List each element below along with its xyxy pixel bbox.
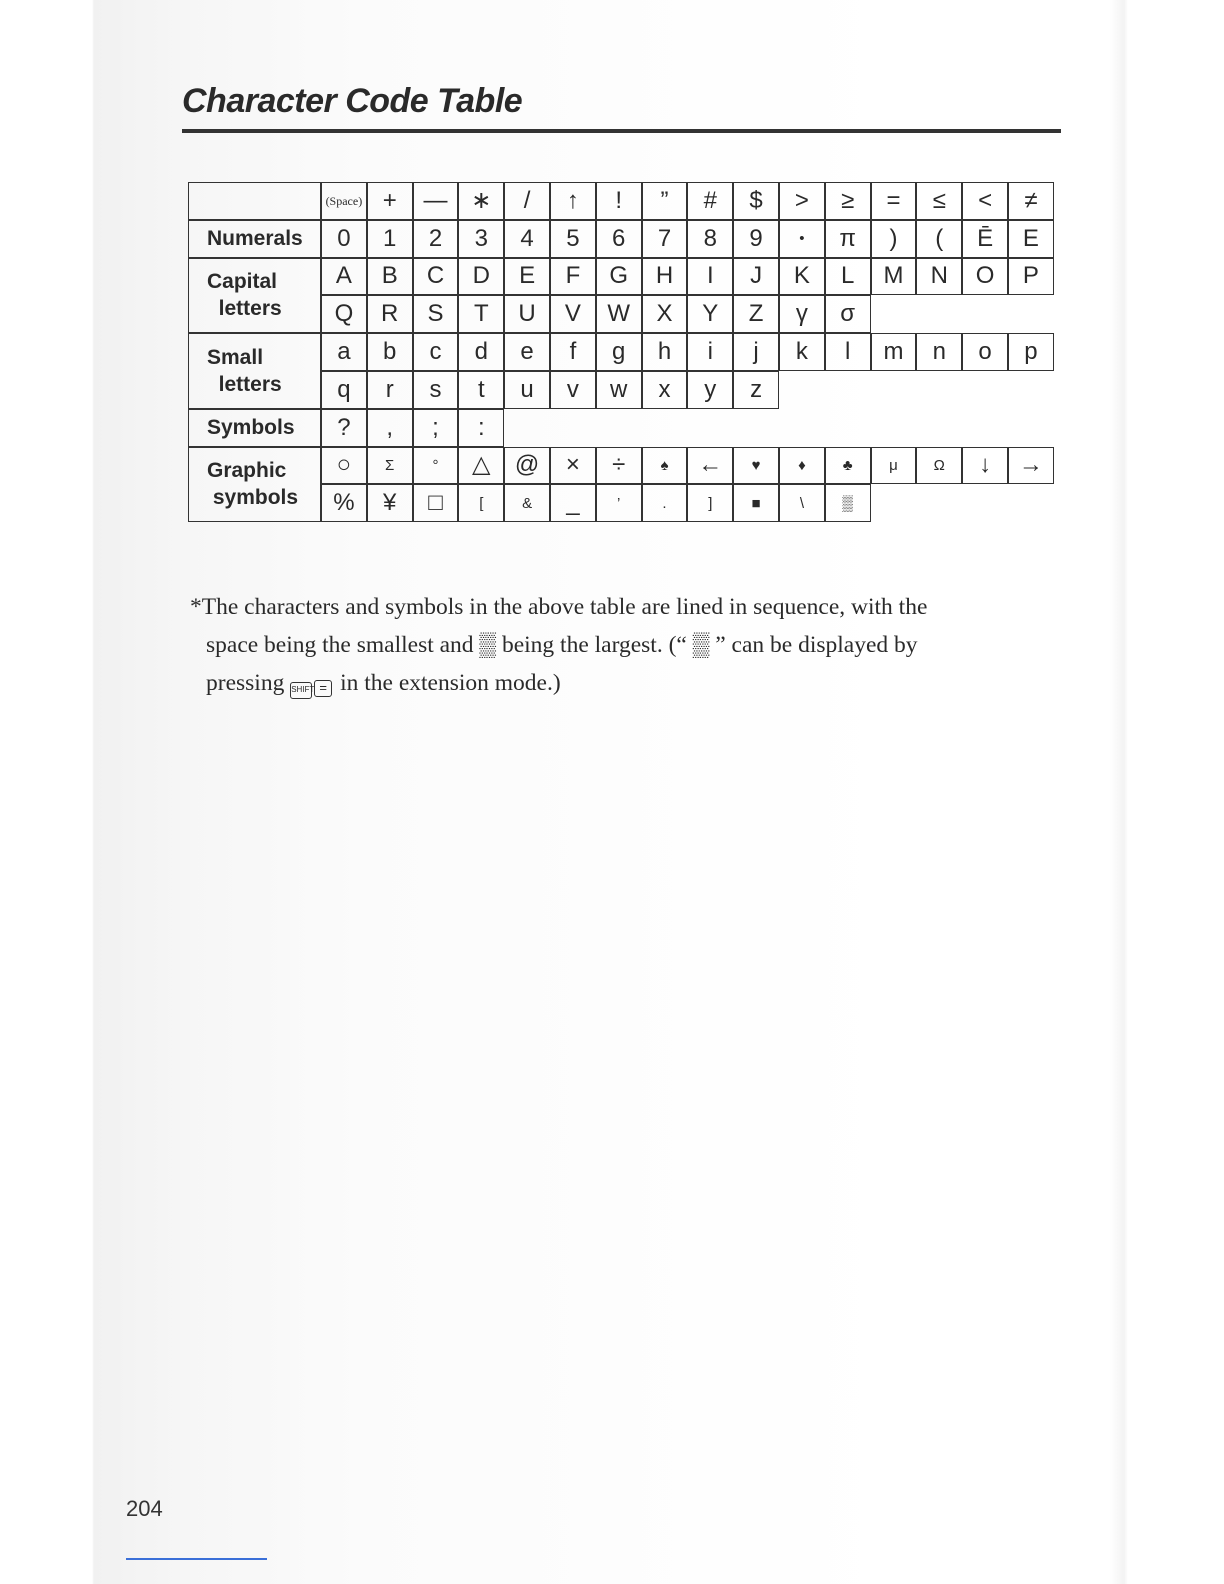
char-cell: a bbox=[321, 333, 367, 371]
footnote-extension-text: in the extension mode.) bbox=[340, 670, 561, 696]
footnote bbox=[190, 588, 1060, 702]
char-cell: ° bbox=[413, 447, 459, 485]
char-cell: _ bbox=[550, 484, 596, 522]
char-cell: G bbox=[596, 258, 642, 296]
char-cell: 9 bbox=[733, 220, 779, 258]
char-cell: ] bbox=[687, 484, 733, 522]
header-char-cell: ” bbox=[642, 182, 688, 220]
header-char-cell: + bbox=[367, 182, 413, 220]
row-group-label bbox=[188, 220, 321, 258]
char-cell: × bbox=[550, 447, 596, 485]
char-cell: V bbox=[550, 295, 596, 333]
char-cell: p bbox=[1008, 333, 1054, 371]
page-title: Character Code Table bbox=[182, 82, 523, 120]
char-cell: 8 bbox=[687, 220, 733, 258]
char-cell: ? bbox=[321, 409, 367, 447]
row-group-label-text: Numerals bbox=[207, 227, 303, 251]
char-cell: r bbox=[367, 371, 413, 409]
char-cell: \ bbox=[779, 484, 825, 522]
char-cell: C bbox=[413, 258, 459, 296]
char-cell: P bbox=[1008, 258, 1054, 296]
row-group-label-text: Small letters bbox=[207, 345, 282, 396]
char-cell: ↓ bbox=[962, 447, 1008, 485]
char-cell: : bbox=[458, 409, 504, 447]
char-cell: S bbox=[413, 295, 459, 333]
char-cell: n bbox=[916, 333, 962, 371]
char-cell: ♠ bbox=[642, 447, 688, 485]
header-char-cell: # bbox=[687, 182, 733, 220]
shift-key-icon: SHIFT bbox=[290, 682, 312, 699]
char-cell: N bbox=[916, 258, 962, 296]
char-cell: L bbox=[825, 258, 871, 296]
char-cell: 2 bbox=[413, 220, 459, 258]
char-cell: A bbox=[321, 258, 367, 296]
bottom-rule bbox=[126, 1558, 267, 1560]
header-char-cell: ! bbox=[596, 182, 642, 220]
char-cell: ♦ bbox=[779, 447, 825, 485]
char-cell: μ bbox=[871, 447, 917, 485]
row-group-label-text: Symbols bbox=[207, 416, 295, 440]
header-char-cell: > bbox=[779, 182, 825, 220]
char-cell: ; bbox=[413, 409, 459, 447]
char-cell: F bbox=[550, 258, 596, 296]
char-cell: k bbox=[779, 333, 825, 371]
char-cell: X bbox=[642, 295, 688, 333]
char-cell: ○ bbox=[321, 447, 367, 485]
char-cell: ÷ bbox=[596, 447, 642, 485]
char-cell: i bbox=[687, 333, 733, 371]
char-cell: Z bbox=[733, 295, 779, 333]
char-cell: ← bbox=[687, 447, 733, 485]
char-cell: B bbox=[367, 258, 413, 296]
char-cell: , bbox=[367, 409, 413, 447]
char-cell: w bbox=[596, 371, 642, 409]
char-cell: R bbox=[367, 295, 413, 333]
char-cell: t bbox=[458, 371, 504, 409]
header-char-cell: ↑ bbox=[550, 182, 596, 220]
char-cell: ■ bbox=[733, 484, 779, 522]
char-cell: W bbox=[596, 295, 642, 333]
char-cell: h bbox=[642, 333, 688, 371]
equals-key-icon: = bbox=[314, 680, 332, 697]
char-cell: @ bbox=[504, 447, 550, 485]
char-cell: 7 bbox=[642, 220, 688, 258]
char-cell: σ bbox=[825, 295, 871, 333]
char-cell: y bbox=[687, 371, 733, 409]
char-cell: s bbox=[413, 371, 459, 409]
char-cell: . bbox=[642, 484, 688, 522]
char-cell: ’ bbox=[596, 484, 642, 522]
table-corner-cell bbox=[188, 182, 321, 220]
char-cell: □ bbox=[413, 484, 459, 522]
char-cell: ▒ bbox=[825, 484, 871, 522]
char-cell: T bbox=[458, 295, 504, 333]
char-cell: 5 bbox=[550, 220, 596, 258]
char-cell: f bbox=[550, 333, 596, 371]
char-cell: H bbox=[642, 258, 688, 296]
char-cell: e bbox=[504, 333, 550, 371]
char-cell: Σ bbox=[367, 447, 413, 485]
char-cell: ♣ bbox=[825, 447, 871, 485]
char-cell: [ bbox=[458, 484, 504, 522]
char-cell: & bbox=[504, 484, 550, 522]
char-cell: 6 bbox=[596, 220, 642, 258]
footnote-line-3 bbox=[190, 664, 1060, 702]
row-group-label bbox=[188, 447, 321, 523]
header-char-cell: ∗ bbox=[458, 182, 504, 220]
header-char-cell: ≥ bbox=[825, 182, 871, 220]
footnote-line-1: *The characters and symbols in the above table are lined in sequence, with the bbox=[190, 594, 928, 620]
header-char-cell: < bbox=[962, 182, 1008, 220]
header-char-cell: ≠ bbox=[1008, 182, 1054, 220]
row-group-label bbox=[188, 333, 321, 409]
char-cell: 4 bbox=[504, 220, 550, 258]
char-cell: ¥ bbox=[367, 484, 413, 522]
row-group-label bbox=[188, 258, 321, 334]
header-char-cell: — bbox=[413, 182, 459, 220]
char-cell: ♥ bbox=[733, 447, 779, 485]
char-cell: d bbox=[458, 333, 504, 371]
header-char-cell: = bbox=[871, 182, 917, 220]
char-cell: o bbox=[962, 333, 1008, 371]
footnote-line-2: space being the smallest and ▒ being the largest. (“ ▒ ” can be displayed by bbox=[206, 632, 918, 658]
char-cell: △ bbox=[458, 447, 504, 485]
char-cell: m bbox=[871, 333, 917, 371]
char-cell: M bbox=[871, 258, 917, 296]
char-cell: 3 bbox=[458, 220, 504, 258]
char-cell: Ω bbox=[916, 447, 962, 485]
char-cell: ( bbox=[916, 220, 962, 258]
char-cell: π bbox=[825, 220, 871, 258]
char-cell: → bbox=[1008, 447, 1054, 485]
char-cell: q bbox=[321, 371, 367, 409]
char-cell: γ bbox=[779, 295, 825, 333]
char-cell: g bbox=[596, 333, 642, 371]
char-cell: O bbox=[962, 258, 1008, 296]
char-cell: l bbox=[825, 333, 871, 371]
char-cell: Ē bbox=[962, 220, 1008, 258]
char-cell: v bbox=[550, 371, 596, 409]
char-cell: 0 bbox=[321, 220, 367, 258]
char-cell: u bbox=[504, 371, 550, 409]
row-group-label bbox=[188, 409, 321, 447]
header-char-cell: / bbox=[504, 182, 550, 220]
char-cell: x bbox=[642, 371, 688, 409]
title-rule bbox=[182, 129, 1061, 133]
char-cell: J bbox=[733, 258, 779, 296]
char-cell: Q bbox=[321, 295, 367, 333]
char-cell: % bbox=[321, 484, 367, 522]
page-number: 204 bbox=[126, 1496, 163, 1521]
row-group-label-text: Graphic symbols bbox=[207, 459, 299, 510]
char-cell: z bbox=[733, 371, 779, 409]
char-cell: U bbox=[504, 295, 550, 333]
char-cell: E bbox=[1008, 220, 1054, 258]
char-cell: c bbox=[413, 333, 459, 371]
char-cell: I bbox=[687, 258, 733, 296]
char-cell: E bbox=[504, 258, 550, 296]
header-char-cell: ≤ bbox=[916, 182, 962, 220]
header-char-cell: (Space) bbox=[321, 182, 367, 220]
char-cell: b bbox=[367, 333, 413, 371]
footnote-pressing-text: pressing bbox=[206, 670, 285, 696]
char-cell: j bbox=[733, 333, 779, 371]
char-cell: • bbox=[779, 220, 825, 258]
row-group-label-text: Capital letters bbox=[207, 270, 282, 321]
char-cell: D bbox=[458, 258, 504, 296]
char-cell: 1 bbox=[367, 220, 413, 258]
char-cell: K bbox=[779, 258, 825, 296]
char-cell: ) bbox=[871, 220, 917, 258]
char-cell: Y bbox=[687, 295, 733, 333]
header-char-cell: $ bbox=[733, 182, 779, 220]
